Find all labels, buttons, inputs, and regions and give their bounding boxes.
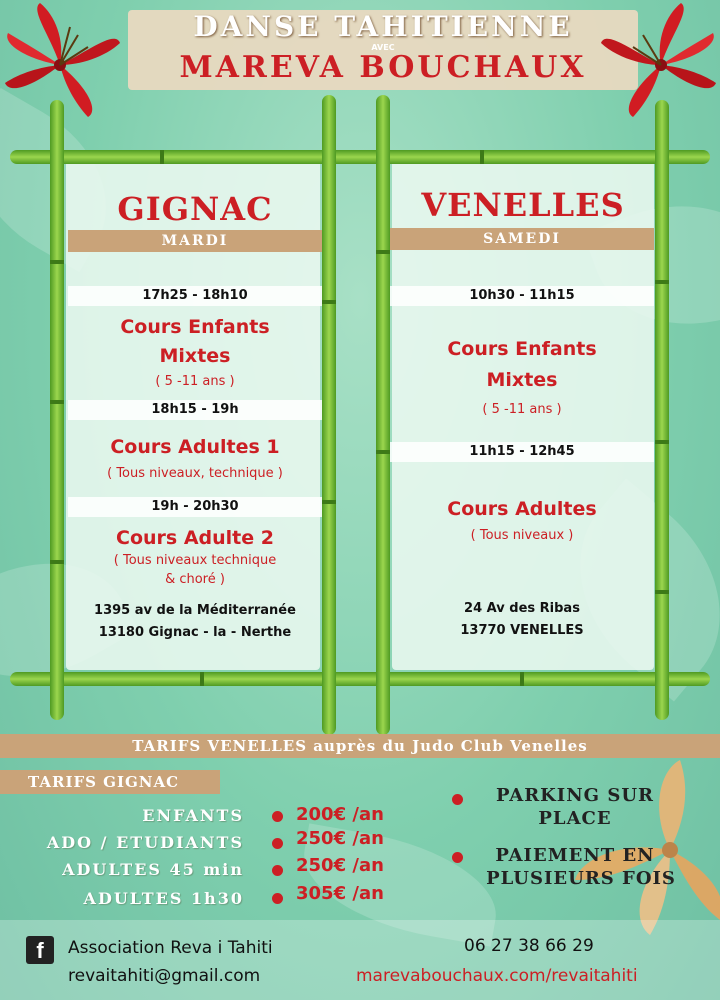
- bullet-icon: [272, 838, 283, 849]
- course-title: Cours Adulte 2: [116, 527, 274, 549]
- course-details: & choré ): [165, 572, 225, 587]
- bullet-icon: [272, 893, 283, 904]
- email-link[interactable]: revaitahiti@gmail.com: [68, 966, 261, 986]
- tarif-price: 250€ /an: [296, 828, 384, 849]
- title-avec: AVEC: [371, 43, 395, 52]
- course-title: Cours Enfants: [447, 338, 597, 360]
- course-details: ( Tous niveaux technique: [113, 553, 277, 568]
- tarif-label: ADO / ETUDIANTS: [46, 833, 244, 852]
- bamboo-center-right: [376, 95, 390, 735]
- bamboo-left: [50, 100, 64, 720]
- orange-lily-icon: [560, 740, 720, 940]
- course-details: ( 5 -11 ans ): [482, 402, 562, 417]
- course-title: Cours Adultes: [447, 498, 597, 520]
- course-title: Cours Adultes 1: [110, 436, 280, 458]
- address-gignac: 13180 Gignac - la - Nerthe: [98, 625, 292, 640]
- course-details: ( 5 -11 ans ): [155, 374, 235, 389]
- day-band-gignac: MARDI: [68, 230, 322, 252]
- address-venelles: 24 Av des Ribas: [464, 601, 580, 616]
- course-details: ( Tous niveaux, technique ): [107, 466, 283, 481]
- address-venelles: 13770 VENELLES: [460, 623, 584, 638]
- info-parking: PARKING SUR: [496, 785, 654, 806]
- time-slot: 10h30 - 11h15: [390, 286, 654, 306]
- bullet-icon: [272, 811, 283, 822]
- facebook-icon[interactable]: f: [26, 936, 54, 964]
- tarif-price: 200€ /an: [296, 804, 384, 825]
- footer: [0, 920, 720, 1000]
- phone-number[interactable]: 06 27 38 66 29: [464, 936, 594, 956]
- course-details: ( Tous niveaux ): [470, 528, 574, 543]
- tarif-label: ADULTES 45 min: [62, 860, 244, 879]
- bamboo-center-left: [322, 95, 336, 735]
- day-band-venelles: SAMEDI: [390, 228, 654, 250]
- bamboo-top: [10, 150, 710, 164]
- time-slot: 18h15 - 19h: [68, 400, 322, 420]
- website-link[interactable]: marevabouchaux.com/revaitahiti: [356, 966, 638, 986]
- bamboo-right: [655, 100, 669, 720]
- course-title: Mixtes: [486, 369, 558, 391]
- bamboo-bottom: [10, 672, 710, 686]
- city-title-gignac: GIGNAC: [117, 190, 273, 228]
- tarifs-venelles-banner: TARIFS VENELLES auprès du Judo Club Venelles: [0, 734, 720, 758]
- tarif-price: 250€ /an: [296, 855, 384, 876]
- time-slot: 17h25 - 18h10: [68, 286, 322, 306]
- city-title-venelles: VENELLES: [421, 186, 625, 224]
- info-paiement: PLUSIEURS FOIS: [486, 868, 676, 889]
- tarif-price: 305€ /an: [296, 883, 384, 904]
- tarif-label: ADULTES 1h30: [83, 889, 244, 908]
- tarif-label: ENFANTS: [142, 806, 244, 825]
- red-lily-icon: [0, 0, 130, 130]
- facebook-name[interactable]: Association Reva i Tahiti: [68, 938, 273, 958]
- tarifs-gignac-banner: TARIFS GIGNAC: [0, 770, 220, 794]
- bullet-icon: [452, 794, 463, 805]
- bullet-icon: [272, 865, 283, 876]
- bullet-icon: [452, 852, 463, 863]
- instructor-name: MAREVA BOUCHAUX: [179, 50, 587, 85]
- course-title: Cours Enfants: [120, 316, 270, 338]
- time-slot: 11h15 - 12h45: [390, 442, 654, 462]
- course-title: Mixtes: [159, 345, 231, 367]
- page-title: DANSE TAHITIENNE: [193, 10, 573, 43]
- address-gignac: 1395 av de la Méditerranée: [94, 603, 296, 618]
- time-slot: 19h - 20h30: [68, 497, 322, 517]
- info-parking: PLACE: [538, 808, 612, 829]
- info-paiement: PAIEMENT EN: [495, 845, 655, 866]
